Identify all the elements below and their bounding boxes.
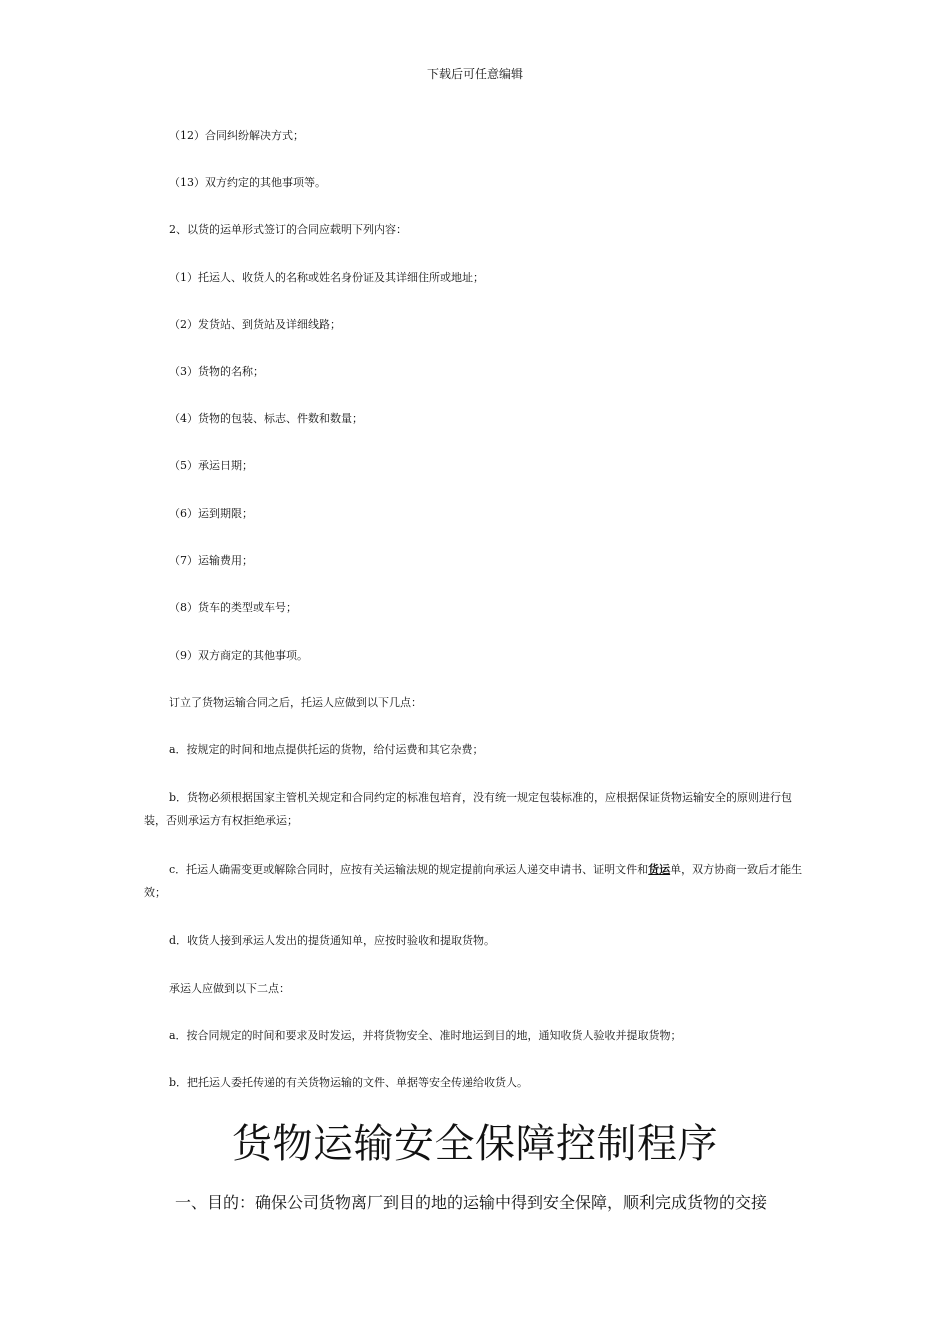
- section-title: 货物运输安全保障控制程序: [232, 1121, 718, 1167]
- freight-link[interactable]: 货运: [648, 863, 671, 876]
- list-item: （7）运输费用；: [169, 554, 253, 567]
- list-heading: 2、以货的运单形式签订的合同应载明下列内容：: [169, 223, 407, 236]
- paragraph: b．把托运人委托传递的有关货物运输的文件、单据等安全传递给收货人。: [169, 1076, 529, 1089]
- list-item: （6）运到期限；: [169, 507, 253, 520]
- list-item: （13）双方约定的其他事项等。: [169, 176, 326, 189]
- list-item: （8）货车的类型或车号；: [169, 601, 297, 614]
- list-item: （12）合同纠纷解决方式；: [169, 129, 304, 142]
- paragraph: d．收货人接到承运人发出的提货通知单，应按时验收和提取货物。: [169, 934, 496, 947]
- paragraph: 承运人应做到以下二点：: [169, 982, 290, 995]
- list-item: （5）承运日期；: [169, 459, 253, 472]
- page-header: 下载后可任意编辑: [426, 67, 523, 81]
- paragraph: 订立了货物运输合同之后，托运人应做到以下几点：: [169, 696, 422, 709]
- list-item: （4）货物的包装、标志、件数和数量；: [169, 412, 363, 425]
- paragraph: a．按合同规定的时间和要求及时发运，并将货物安全、准时地运到目的地，通知收货人验收并提取货物；: [169, 1029, 682, 1042]
- paragraph-c: [144, 858, 804, 904]
- list-item: （1）托运人、收货人的名称或姓名身份证及其详细住所或地址；: [169, 271, 484, 284]
- paragraph-c-text-after: 单，双方协商一致后才能生效；: [144, 863, 803, 899]
- section-purpose: 一、目的：确保公司货物离厂到目的地的运输中得到安全保障，顺利完成货物的交接: [175, 1193, 768, 1212]
- paragraph-b: b．货物必须根据国家主管机关规定和合同约定的标准包培育，没有统一规定包装标准的，应根据保证货物运输安全的原则进行包装，否则承运方有权拒绝承运；: [144, 791, 793, 827]
- paragraph: a．按规定的时间和地点提供托运的货物，给付运费和其它杂费；: [169, 743, 484, 756]
- list-item: （2）发货站、到货站及详细线路；: [169, 318, 341, 331]
- list-item: （3）货物的名称；: [169, 365, 264, 378]
- paragraph-c-text-before: c．托运人确需变更或解除合同时，应按有关运输法规的规定提前向承运人递交申请书、证明文件和: [169, 863, 649, 876]
- list-item: （9）双方商定的其他事项。: [169, 649, 308, 662]
